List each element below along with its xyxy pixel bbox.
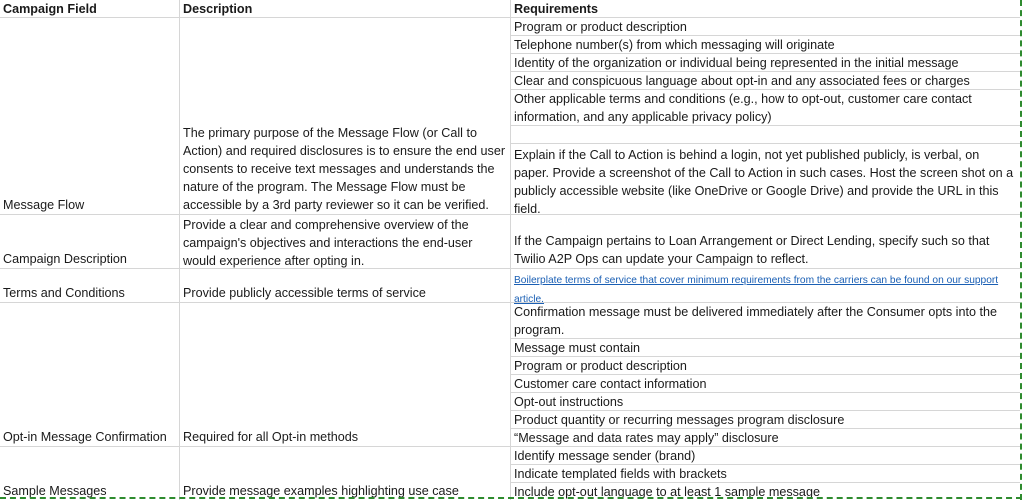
requirement-item: Telephone number(s) from which messaging will originate <box>514 38 835 52</box>
selection-border-bottom <box>0 497 1022 499</box>
requirement-item: Opt-out instructions <box>514 395 624 409</box>
support-article-link[interactable]: Boilerplate terms of service that cover minimum requirements from the carriers can be found on our support article. <box>514 275 999 305</box>
header-campaign-field: Campaign Field <box>3 2 97 16</box>
field-message-flow: Message Flow <box>3 198 85 212</box>
field-terms-and-conditions: Terms and Conditions <box>3 286 125 300</box>
header-requirements: Requirements <box>514 2 598 16</box>
description-sample: Provide message examples highlighting use case <box>183 484 459 498</box>
description-optin: Required for all Opt-in methods <box>183 430 358 444</box>
description-message-flow: The primary purpose of the Message Flow (or Call to Action) and required disclosures is to ensure the end user consents to receive text messages and understands the nature of the program. The Message Flow must be accessible by a 3rd party reviewer so it can be verified. <box>183 126 506 212</box>
requirement-item: Identity of the organization or individual being represented in the initial message <box>514 56 959 70</box>
requirement-item: Explain if the Call to Action is behind a login, not yet published publicly, is verbal, on paper. Provide a screenshot of the Call to Action in such cases. Host the screen shot on a publicly accessible website (like OneDrive or Google Drive) and provide the URL in this field. <box>514 148 1014 216</box>
description-campaign-description: Provide a clear and comprehensive overview of the campaign's objectives and interactions the end-user would experience after opting in. <box>183 218 473 268</box>
selection-border-right <box>1020 0 1022 500</box>
requirement-item: If the Campaign pertains to Loan Arrangement or Direct Lending, specify such so that Twilio A2P Ops can update your Campaign to reflect. <box>514 234 990 266</box>
requirement-item: Program or product description <box>514 359 687 373</box>
requirement-item: Program or product description <box>514 20 687 34</box>
field-campaign-description: Campaign Description <box>3 252 127 266</box>
requirement-item: Confirmation message must be delivered immediately after the Consumer opts into the program. <box>514 305 997 337</box>
requirement-item: Identify message sender (brand) <box>514 449 696 463</box>
requirement-item: Clear and conspicuous language about opt-in and any associated fees or charges <box>514 74 970 88</box>
requirement-item: Product quantity or recurring messages program disclosure <box>514 413 845 427</box>
field-sample-messages: Sample Messages <box>3 484 107 498</box>
description-terms: Provide publicly accessible terms of service <box>183 286 426 300</box>
field-optin-confirmation: Opt-in Message Confirmation <box>3 430 167 444</box>
requirement-item: Message must contain <box>514 341 640 355</box>
requirement-item: “Message and data rates may apply” disclosure <box>514 431 779 445</box>
requirement-item: Customer care contact information <box>514 377 707 391</box>
requirement-item: Indicate templated fields with brackets <box>514 467 727 481</box>
header-description: Description <box>183 2 253 16</box>
requirement-item: Other applicable terms and conditions (e.g., how to opt-out, customer care contact information, and any applicable privacy policy) <box>514 92 972 124</box>
requirement-item: Include opt-out language to at least 1 sample message <box>514 485 820 499</box>
